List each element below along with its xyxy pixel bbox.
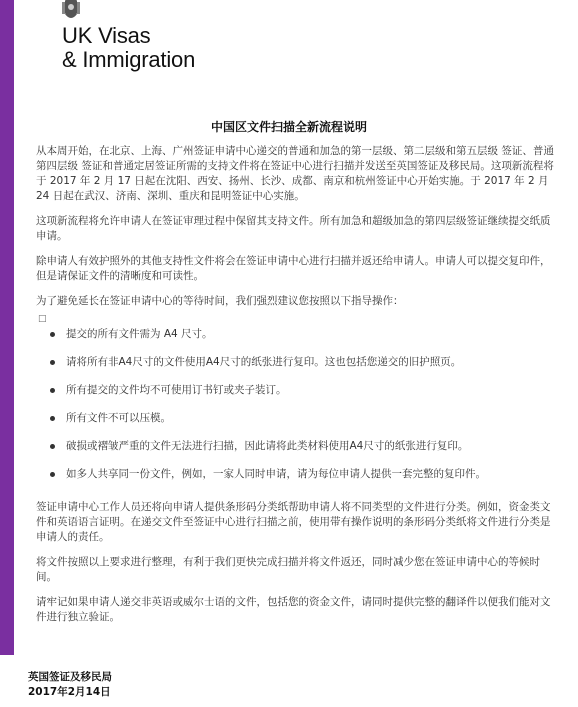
list-item: 如多人共享同一份文件，例如，一家人同时申请，请为每位申请人提供一套完整的复印件。 (36, 467, 556, 482)
empty-checkbox-marker: □ (38, 314, 47, 324)
signature-org: 英国签证及移民局 (28, 671, 112, 683)
guidance-list (36, 327, 556, 482)
document-title: 中国区文件扫描全新流程说明 (210, 120, 367, 134)
royal-crest-icon (60, 0, 82, 22)
bullet-icon (50, 472, 55, 477)
list-item: 破损或褶皱严重的文件无法进行扫描，因此请将此类材料使用A4尺寸的纸张进行复印。 (36, 439, 556, 454)
paragraph-intro: 从本周开始，在北京、上海、广州签证申请中心递交的普通和加急的第一层级、第二层级和第五层级 签证、普通第四层级 签证和普通定居签证所需的支持文件将在签证中心进行扫描并发送至英国签证及移民局。这项新流程将于 2017 年 2 月 17 日起在沈阳、西安、扬州、长沙、成都、南京和杭州签证中心开始实施。于 2017 年 2 月 24 日起在武汉、济南、深圳、重庆和昆明签证中心实施。 (36, 145, 554, 202)
paragraph-barcode-sheets: 签证申请中心工作人员还将向申请人提供条形码分类纸帮助申请人将不同类型的文件进行分类。例如，资金类文件和英语语言证明。在递交文件至签证中心进行扫描之前，使用带有操作说明的条形码分类纸将文件进行分类是申请人的责任。 (36, 501, 551, 543)
document-body (36, 144, 556, 635)
signature-date: 2017年2月14日 (28, 686, 111, 698)
logo-line-2: & Immigration (62, 47, 196, 72)
ukvi-logo (62, 24, 195, 72)
bullet-icon (50, 388, 55, 393)
bullet-icon (50, 332, 55, 337)
paragraph-organize-documents: 将文件按照以上要求进行整理，有利于我们更快完成扫描并将文件返还，同时减少您在签证申请中心的等候时间。 (36, 556, 540, 583)
paragraph-translation: 请牢记如果申请人递交非英语或威尔士语的文件，包括您的资金文件，请同时提供完整的翻译件以便我们能对文件进行独立验证。 (36, 596, 551, 623)
list-item: 所有文件不可以压模。 (36, 411, 556, 426)
signature-block (28, 670, 112, 700)
bullet-icon (50, 444, 55, 449)
list-item: 请将所有非A4尺寸的文件使用A4尺寸的纸张进行复印。这也包括您递交的旧护照页。 (36, 355, 556, 370)
bullet-icon (50, 416, 55, 421)
paragraph-guidance-intro: 为了避免延长在签证申请中心的等待时间，我们强烈建议您按照以下指导操作： (36, 295, 404, 307)
logo-line-1: UK Visas (62, 23, 151, 48)
list-item: 提交的所有文件需为 A4 尺寸。 (36, 327, 556, 342)
list-item: 所有提交的文件均不可使用订书钉或夹子装订。 (36, 383, 556, 398)
paragraph-retain-documents: 这项新流程将允许申请人在签证审理过程中保留其支持文件。所有加急和超级加急的第四层级签证继续提交纸质申请。 (36, 215, 551, 242)
bullet-icon (50, 360, 55, 365)
paragraph-scan-return: 除申请人有效护照外的其他支持性文件将会在签证申请中心进行扫描并返还给申请人。申请人可以提交复印件，但是请保证文件的清晰度和可读性。 (36, 255, 551, 282)
purple-accent-bar (0, 0, 14, 655)
